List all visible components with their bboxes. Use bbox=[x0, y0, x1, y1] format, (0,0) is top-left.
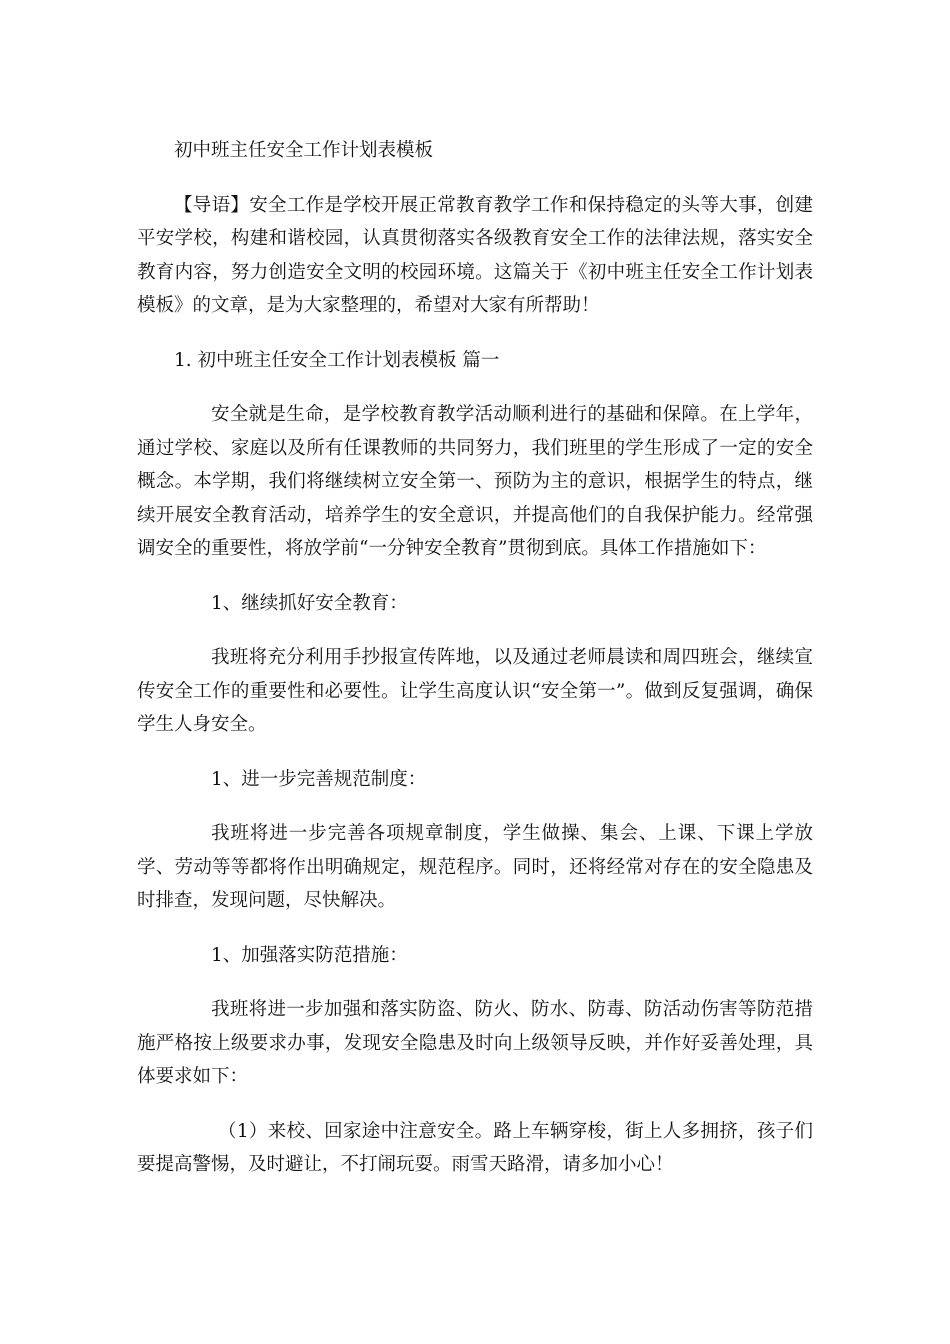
body-paragraph-regulations: 我班将进一步完善各项规章制度，学生做操、集会、上课、下课上学放学、劳动等等都将作出明确规定，规范程序。同时，还将经常对存在的安全隐患及时排查，发现问题，尽快解决。 bbox=[137, 823, 813, 911]
list-item-commute-safety: （1）来校、回家途中注意安全。路上车辆穿梭，街上人多拥挤，孩子们要提高警惕，及时避让，不打闹玩耍。雨雪天路滑，请多加小心！ bbox=[137, 1120, 813, 1175]
document-body bbox=[137, 134, 813, 1182]
body-paragraph-overview: 安全就是生命，是学校教育教学活动顺利进行的基础和保障。在上学年，通过学校、家庭以及所有任课教师的共同努力，我们班里的学生形成了一定的安全概念。本学期，我们将继续树立安全第一、预防为主的意识，根据学生的特点，继续开展安全教育活动，培养学生的安全意识，并提高他们的自我保护能力。经常强调安全的重要性，将放学前“一分钟安全教育”贯彻到底。具体工作措施如下： bbox=[137, 404, 813, 559]
body-paragraph-safety-education: 我班将充分利用手抄报宣传阵地，以及通过老师晨读和周四班会，继续宣传安全工作的重要性和必要性。让学生高度认识“安全第一”。做到反复强调，确保学生人身安全。 bbox=[137, 647, 813, 735]
intro-paragraph: 【导语】安全工作是学校开展正常教育教学工作和保持稳定的头等大事，创建平安学校，构建和谐校园，认真贯彻落实各级教育安全工作的法律法规，落实安全教育内容，努力创造安全文明的校园环境。这篇关于《初中班主任安全工作计划表模板》的文章，是为大家整理的，希望对大家有所帮助！ bbox=[137, 194, 813, 316]
subheading-prevention-measures: 1、加强落实防范措施： bbox=[211, 944, 408, 966]
body-paragraph-prevention-measures: 我班将进一步加强和落实防盗、防火、防水、防毒、防活动伤害等防范措施严格按上级要求办事，发现安全隐患及时向上级领导反映，并作好妥善处理，具体要求如下： bbox=[137, 999, 813, 1087]
section-heading: 1. 初中班主任安全工作计划表模板 篇一 bbox=[174, 349, 500, 371]
subheading-safety-education: 1、继续抓好安全教育： bbox=[211, 592, 408, 614]
document-title: 初中班主任安全工作计划表模板 bbox=[174, 140, 434, 161]
subheading-regulations: 1、进一步完善规范制度： bbox=[211, 768, 427, 790]
